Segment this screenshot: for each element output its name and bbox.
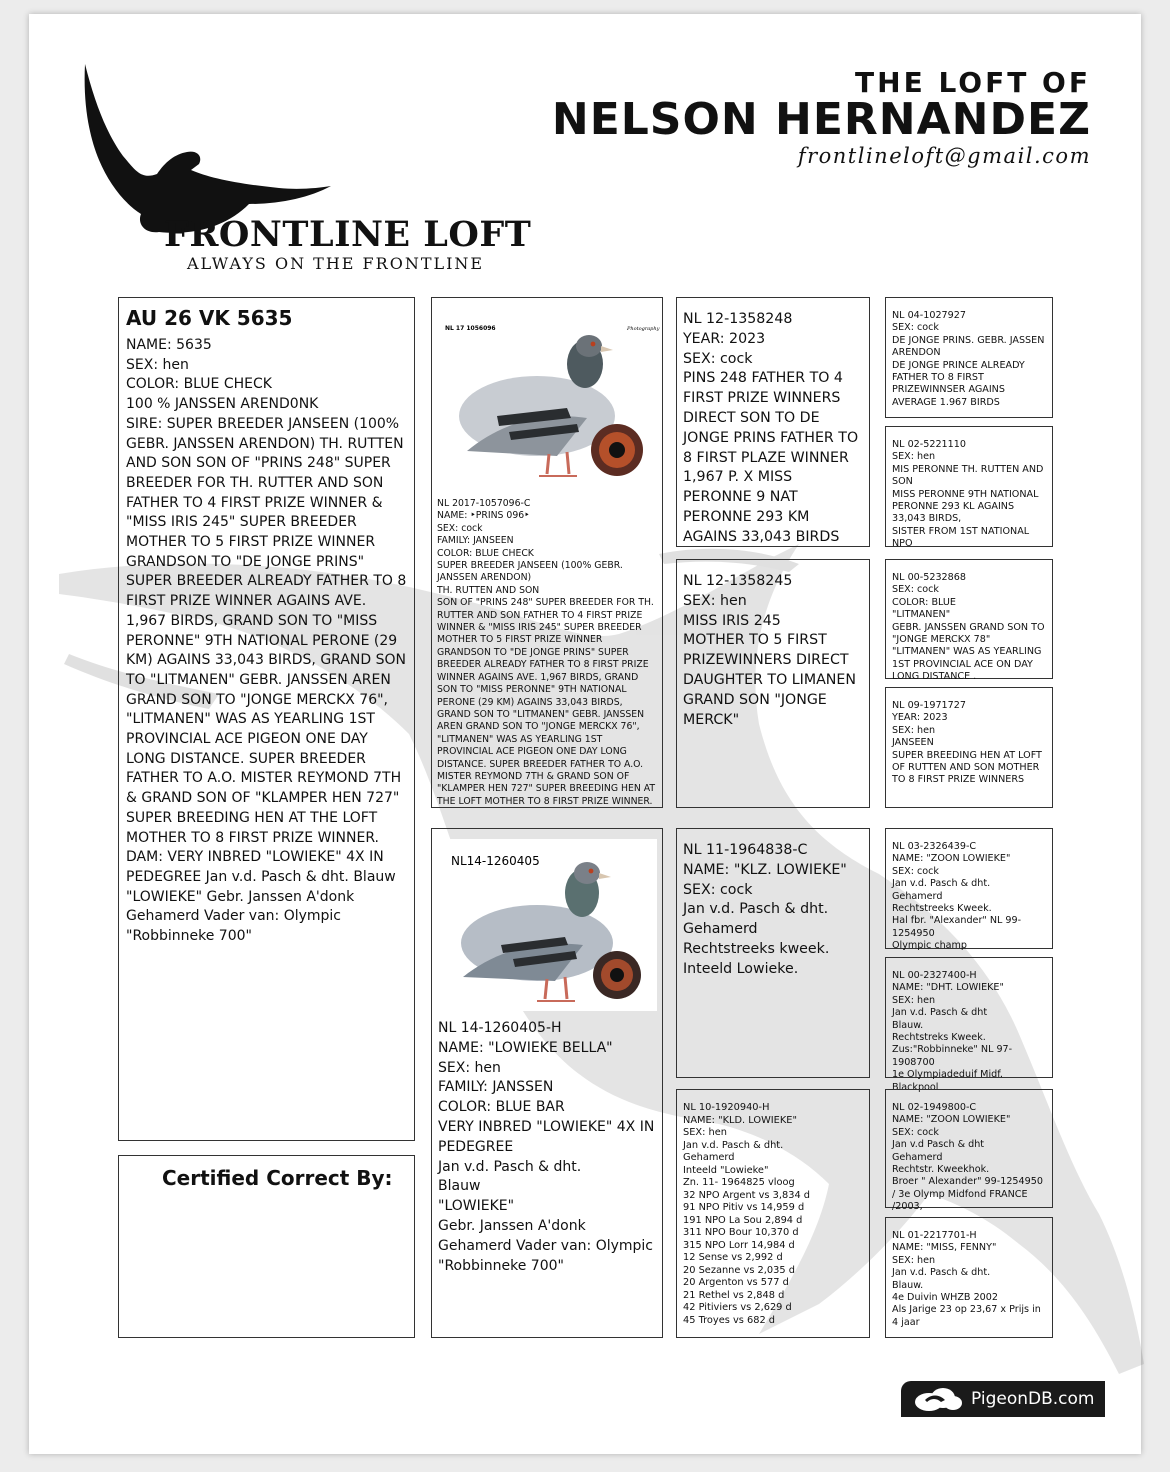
great-grandparent-details-6: NL 00-2327400-H NAME: "DHT. LOWIEKE" SEX: hen Jan v.d. Pasch & dht Blauw. Rechtstreks Kweek. Zus:"Robbinneke" NL 97-1908700 1e Olympiadeduif Midf. Blackpool: [892, 970, 1013, 1093]
great-grandparent-box-6: [885, 957, 1053, 1093]
great-grandparent-details-2: NL 02-5221110 SEX: hen MIS PERONNE TH. RUTTEN AND SON MISS PERONNE 9TH NATIONAL PERONNE 293 KL AGAINS 33,043 BIRDS, SISTER FROM 1ST NATIONAL NPO: [892, 439, 1044, 550]
badge-text: PigeonDB.com: [971, 1389, 1095, 1409]
great-grandparent-details-5: NL 03-2326439-C NAME: "ZOON LOWIEKE" SEX: cock Jan v.d. Pasch & dht. Gehamerd Rechtstreeks Kweek. Hal fbr. "Alexander" NL 99-1254950 Olympic champ: [892, 841, 1022, 952]
grandsire-dam-details: NL 11-1964838-C NAME: "KLZ. LOWIEKE" SEX: cock Jan v.d. Pasch & dht. Gehamerd Rechtstreeks kweek. Inteeld Lowieke.: [683, 842, 847, 977]
logo-subtitle: ALWAYS ON THE FRONTLINE: [187, 254, 485, 273]
great-grandparent-box-8: [885, 1217, 1053, 1338]
dam-box: [431, 828, 663, 1338]
great-grandparent-details-1: NL 04-1027927 SEX: cock DE JONGE PRINS. GEBR. JASSEN ARENDON DE JONGE PRINCE ALREADY FATHER TO 8 FIRST PRIZEWINNSER AGAINS AVERAGE 1.967 BIRDS: [892, 310, 1045, 408]
great-grandparent-details-7: NL 02-1949800-C NAME: "ZOON LOWIEKE" SEX: cock Jan v.d Pasch & dht Gehamerd Rechtstr. Kweekhok. Broer " Alexander" 99-1254950 / 3e Olymp Midfond FRANCE /2003,: [892, 1102, 1043, 1213]
granddam-sire-box: [676, 559, 870, 808]
pigeondb-badge[interactable]: [901, 1381, 1105, 1417]
great-grandparent-details-3: NL 00-5232868 SEX: cock COLOR: BLUE "LITMANEN" GEBR. JANSSEN GRAND SON TO "JONGE MERCKX 78" "LITMANEN" WAS AS YEARLING 1ST PROVINCIAL ACE ON DAY LONG DISTANCE .: [892, 572, 1045, 683]
great-grandparent-box-4: [885, 687, 1053, 808]
great-grandparent-box-1: [885, 297, 1053, 418]
granddam-dam-box: [676, 1089, 870, 1338]
pigeon-cloud-icon: [909, 1384, 965, 1414]
granddam-sire-details: NL 12-1358245 SEX: hen MISS IRIS 245 MOTHER TO 5 FIRST PRIZEWINNERS DIRECT DAUGHTER TO LIMANEN GRAND SON "JONGE MERCK": [683, 573, 856, 728]
sire-photo: [437, 306, 660, 488]
main-bird-details: NAME: 5635 SEX: hen COLOR: BLUE CHECK 100 % JANSSEN AREND0NK SIRE: SUPER BREEDER JANSEEN (100% GEBR. JANSSEN ARENDON) TH. RUTTEN AND SON SON OF "PRINS 248" SUPER BREEDER FOR TH. RUTTER AND SON FATHER TO 4 FIRST PRIZE WINNER & "MISS IRIS 245" SUPER BREEDER MOTHER TO 5 FIRST PRIZE WINNER GRANDSON TO "DE JONGE PRINS" SUPER BREEDER ALREADY FATHER TO 8 FIRST PRIZE WINNER AGAINS AVE. 1,967 BIRDS, GRAND SON TO "MISS PERONNE" 9TH NATIONAL PERONE (29 KM) AGAINS 33,043 BIRDS, GRAND SON TO "LITMANEN" GEBR. JANSSEN AREN GRAND SON TO "JONGE MERCKX 76", "LITMANEN" WAS AS YEARLING 1ST PROVINCIAL ACE PIGEON ONE DAY LONG DISTANCE. SUPER BREEDER FATHER TO A.O. MISTER REYMOND 7TH & GRAND SON OF "KLAMPER HEN 727" SUPER BREEDING HEN AT THE LOFT MOTHER TO 8 FIRST PRIZE WINNER. DAM: VERY INBRED "LOWIEKE" 4X IN PEDEGREE Jan v.d. Pasch & dht. Blauw "LOWIEKE" Gebr. Janssen A'donk Gehamerd Vader van: Olympic "Robbinneke 700": [126, 337, 407, 945]
dam-photo: [437, 839, 657, 1011]
grandsire-sire-box: [676, 297, 870, 547]
dam-photo-label: NL14-1260405: [451, 854, 540, 868]
header-owner-name: NELSON HERNANDEZ: [551, 94, 1091, 145]
great-grandparent-box-3: [885, 559, 1053, 683]
header-email: frontlineloft@gmail.com: [797, 144, 1091, 168]
sire-photo-brand: Photography: [627, 326, 660, 332]
grandsire-sire-details: NL 12-1358248 YEAR: 2023 SEX: cock PINS 248 FATHER TO 4 FIRST PRIZE WINNERS DIRECT SON TO DE JONGE PRINS FATHER TO 8 FIRST PLAZE WINNER 1,967 P. X MISS PERONNE 9 NAT PERONNE 293 KM AGAINS 33,043 BIRDS: [683, 311, 859, 545]
certified-box: [118, 1155, 415, 1338]
great-grandparent-box-7: [885, 1089, 1053, 1213]
great-grandparent-box-2: [885, 426, 1053, 550]
sire-box: [431, 297, 663, 808]
header-line-1: THE LOFT OF: [855, 66, 1091, 99]
sire-photo-label: NL 17 1056096: [445, 325, 496, 332]
pedigree-page: [29, 14, 1141, 1454]
grandsire-dam-box: [676, 828, 870, 1078]
granddam-dam-details: NL 10-1920940-H NAME: "KLD. LOWIEKE" SEX: hen Jan v.d. Pasch & dht. Gehamerd Inteeld "Lowieke" Zn. 11- 1964825 vloog 32 NPO Argent vs 3,834 d 91 NPO Pitiv vs 14,959 d 191 NPO La Sou 2,894 d 311 NPO Bour 10,370 d 315 NPO Lorr 14,984 d 12 Sense vs 2,992 d 20 Sezanne vs 2,035 d 20 Argenton vs 577 d 21 Rethel vs 2,848 d 42 Pitiviers vs 2,629 d 45 Troyes vs 682 d: [683, 1102, 811, 1326]
logo-title: FRONTLINE LOFT: [164, 214, 532, 255]
certified-label: Certified Correct By:: [162, 1166, 393, 1190]
main-bird-box: [118, 297, 415, 1141]
great-grandparent-details-8: NL 01-2217701-H NAME: "MISS, FENNY" SEX: hen Jan v.d. Pasch & dht. Blauw. 4e Duivin WHZB 2002 Als Jarige 23 op 23,67 x Prijs in 4 jaar: [892, 1230, 1041, 1328]
great-grandparent-details-4: NL 09-1971727 YEAR: 2023 SEX: hen JANSEEN SUPER BREEDING HEN AT LOFT OF RUTTEN AND SON MOTHER TO 8 FIRST PRIZE WINNERS: [892, 700, 1042, 786]
dam-details: NL 14-1260405-H NAME: "LOWIEKE BELLA" SEX: hen FAMILY: JANSSEN COLOR: BLUE BAR VERY INBRED "LOWIEKE" 4X IN PEDEGREE Jan v.d. Pasch & dht. Blauw "LOWIEKE" Gebr. Janssen A'donk Gehamerd Vader van: Olympic "Robbinneke 700": [438, 1020, 655, 1274]
sire-details: NL 2017-1057096-C NAME: ‣PRINS 096‣ SEX: cock FAMILY: JANSEEN COLOR: BLUE CHECK SUPER BREEDER JANSEEN (100% GEBR. JANSSEN ARENDON) TH. RUTTEN AND SON SON OF "PRINS 248" SUPER BREEDER FOR TH. RUTTER AND SON FATHER TO 4 FIRST PRIZE WINNER & "MISS IRIS 245" SUPER BREEDER MOTHER TO 5 FIRST PRIZE WINNER GRANDSON TO "DE JONGE PRINS" SUPER BREEDER ALREADY FATHER TO 8 FIRST PRIZE WINNER AGAINS AVE. 1,967 BIRDS, GRAND SON TO "MISS PERONNE" 9TH NATIONAL PERONE (29 KM) AGAINS 33,043 BIRDS, GRAND SON TO "LITMANEN" GEBR. JANSSEN AREN GRAND SON TO "JONGE MERCKX 76", "LITMANEN" WAS AS YEARLING 1ST PROVINCIAL ACE PIGEON ONE DAY LONG DISTANCE. SUPER BREEDER FATHER TO A.O. MISTER REYMOND 7TH & GRAND SON OF "KLAMPER HEN 727" SUPER BREEDING HEN AT THE LOFT MOTHER TO 8 FIRST PRIZE WINNER.: [437, 498, 656, 807]
great-grandparent-box-5: [885, 828, 1053, 952]
main-bird-ring: AU 26 VK 5635: [126, 306, 293, 330]
